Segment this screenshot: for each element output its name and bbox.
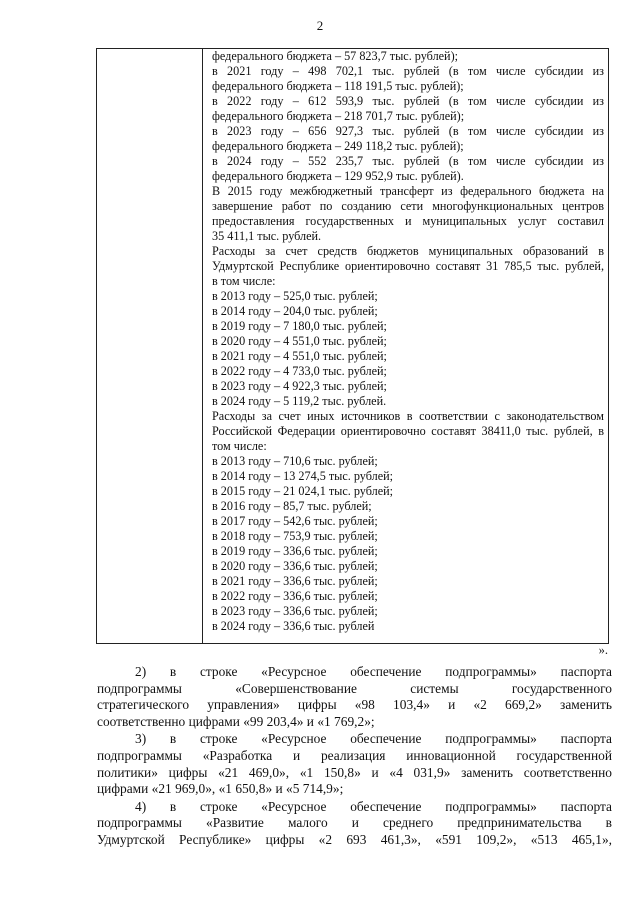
closing-quote: ». [598, 643, 608, 657]
paragraph-line: подпрограммы «Разработка и реализация инновационной государственной [97, 747, 612, 763]
table-line: предоставления государственных и муниципальных услуг составил [212, 214, 604, 228]
table-line: в 2019 году – 336,6 тыс. рублей; [212, 544, 378, 558]
paragraph-line: Удмуртской Республике» цифры «2 693 461,3», «591 109,2», «513 465,1», [97, 831, 612, 847]
table-line: федерального бюджета – 57 823,7 тыс. рублей); [212, 49, 459, 63]
table-line: в 2022 году – 612 593,9 тыс. рублей (в том числе субсидии из [212, 94, 604, 108]
table-line: федерального бюджета – 218 701,7 тыс. рублей); [212, 109, 465, 123]
table-line: в 2013 году – 525,0 тыс. рублей; [212, 289, 378, 303]
resource-table [96, 48, 609, 644]
table-line: федерального бюджета – 249 118,2 тыс. рублей); [212, 139, 464, 153]
table-line: Расходы за счет иных источников в соответствии с законодательством [212, 409, 604, 423]
table-line: В 2015 году межбюджетный трансферт из федерального бюджета на [212, 184, 604, 198]
table-line: в 2018 году – 753,9 тыс. рублей; [212, 529, 378, 543]
table-line: в 2021 году – 4 551,0 тыс. рублей; [212, 349, 387, 363]
paragraph-line: 3) в строке «Ресурсное обеспечение подпрограммы» паспорта [135, 731, 612, 747]
table-line: в 2019 году – 7 180,0 тыс. рублей; [212, 319, 387, 333]
table-row [97, 49, 609, 644]
paragraph-line: соответственно цифрами «99 203,4» и «1 769,2»; [97, 713, 375, 729]
paragraph-line: подпрограммы «Развитие малого и среднего предпринимательства в [97, 815, 612, 831]
table-line: в том числе: [212, 274, 276, 288]
table-line: в 2023 году – 4 922,3 тыс. рублей; [212, 379, 387, 393]
table-line: в 2021 году – 336,6 тыс. рублей; [212, 574, 378, 588]
table-line: в 2020 году – 336,6 тыс. рублей; [212, 559, 378, 573]
table-line: в 2023 году – 336,6 тыс. рублей; [212, 604, 378, 618]
table-line: в 2017 году – 542,6 тыс. рублей; [212, 514, 378, 528]
table-line: в 2024 году – 552 235,7 тыс. рублей (в том числе субсидии из [212, 154, 604, 168]
table-cell-right [203, 49, 609, 644]
table-line: в 2014 году – 204,0 тыс. рублей; [212, 304, 378, 318]
page-number: 2 [316, 18, 324, 33]
table-line: в 2020 году – 4 551,0 тыс. рублей; [212, 334, 387, 348]
table-line: в 2024 году – 336,6 тыс. рублей [212, 619, 375, 633]
amendment-text [97, 664, 612, 849]
table-line: в 2022 году – 336,6 тыс. рублей; [212, 589, 378, 603]
table-line: в 2022 году – 4 733,0 тыс. рублей; [212, 364, 387, 378]
table-line: федерального бюджета – 129 952,9 тыс. рублей). [212, 169, 464, 183]
paragraph-line: 2) в строке «Ресурсное обеспечение подпрограммы» паспорта [135, 664, 612, 679]
table-cell-left [97, 49, 203, 644]
table-line: том числе: [212, 439, 267, 453]
table-line: Расходы за счет средств бюджетов муниципальных образований в [212, 244, 604, 258]
table-line: Удмуртской Республике ориентировочно составят 31 785,5 тыс. рублей, [212, 259, 604, 273]
paragraph-line: цифрами «21 969,0», «1 650,8» и «5 714,9»; [97, 781, 344, 797]
table-line: в 2023 году – 656 927,3 тыс. рублей (в том числе субсидии из [212, 124, 604, 138]
table-line: в 2013 году – 710,6 тыс. рублей; [212, 454, 378, 468]
table-line: Российской Федерации ориентировочно составят 38411,0 тыс. рублей, в [212, 424, 604, 438]
paragraph-line: подпрограммы «Совершенствование системы государственного [97, 680, 612, 696]
table-line: в 2016 году – 85,7 тыс. рублей; [212, 499, 372, 513]
table-line: федерального бюджета – 118 191,5 тыс. рублей); [212, 79, 464, 93]
table-line: в 2024 году – 5 119,2 тыс. рублей. [212, 394, 387, 408]
table-line: завершение работ по созданию сети многофункциональных центров [212, 199, 604, 213]
table-line: 35 411,1 тыс. рублей. [212, 229, 322, 243]
table-line: в 2021 году – 498 702,1 тыс. рублей (в том числе субсидии из [212, 64, 604, 78]
paragraph-line: политики» цифры «21 469,0», «1 150,8» и «4 031,9» заменить соответственно [97, 764, 612, 780]
table-line: в 2014 году – 13 274,5 тыс. рублей; [212, 469, 394, 483]
paragraph-line: 4) в строке «Ресурсное обеспечение подпрограммы» паспорта [135, 798, 612, 814]
paragraph-line: стратегического управления» цифры «98 103,4» и «2 669,2» заменить [97, 697, 612, 713]
table-line: в 2015 году – 21 024,1 тыс. рублей; [212, 484, 394, 498]
